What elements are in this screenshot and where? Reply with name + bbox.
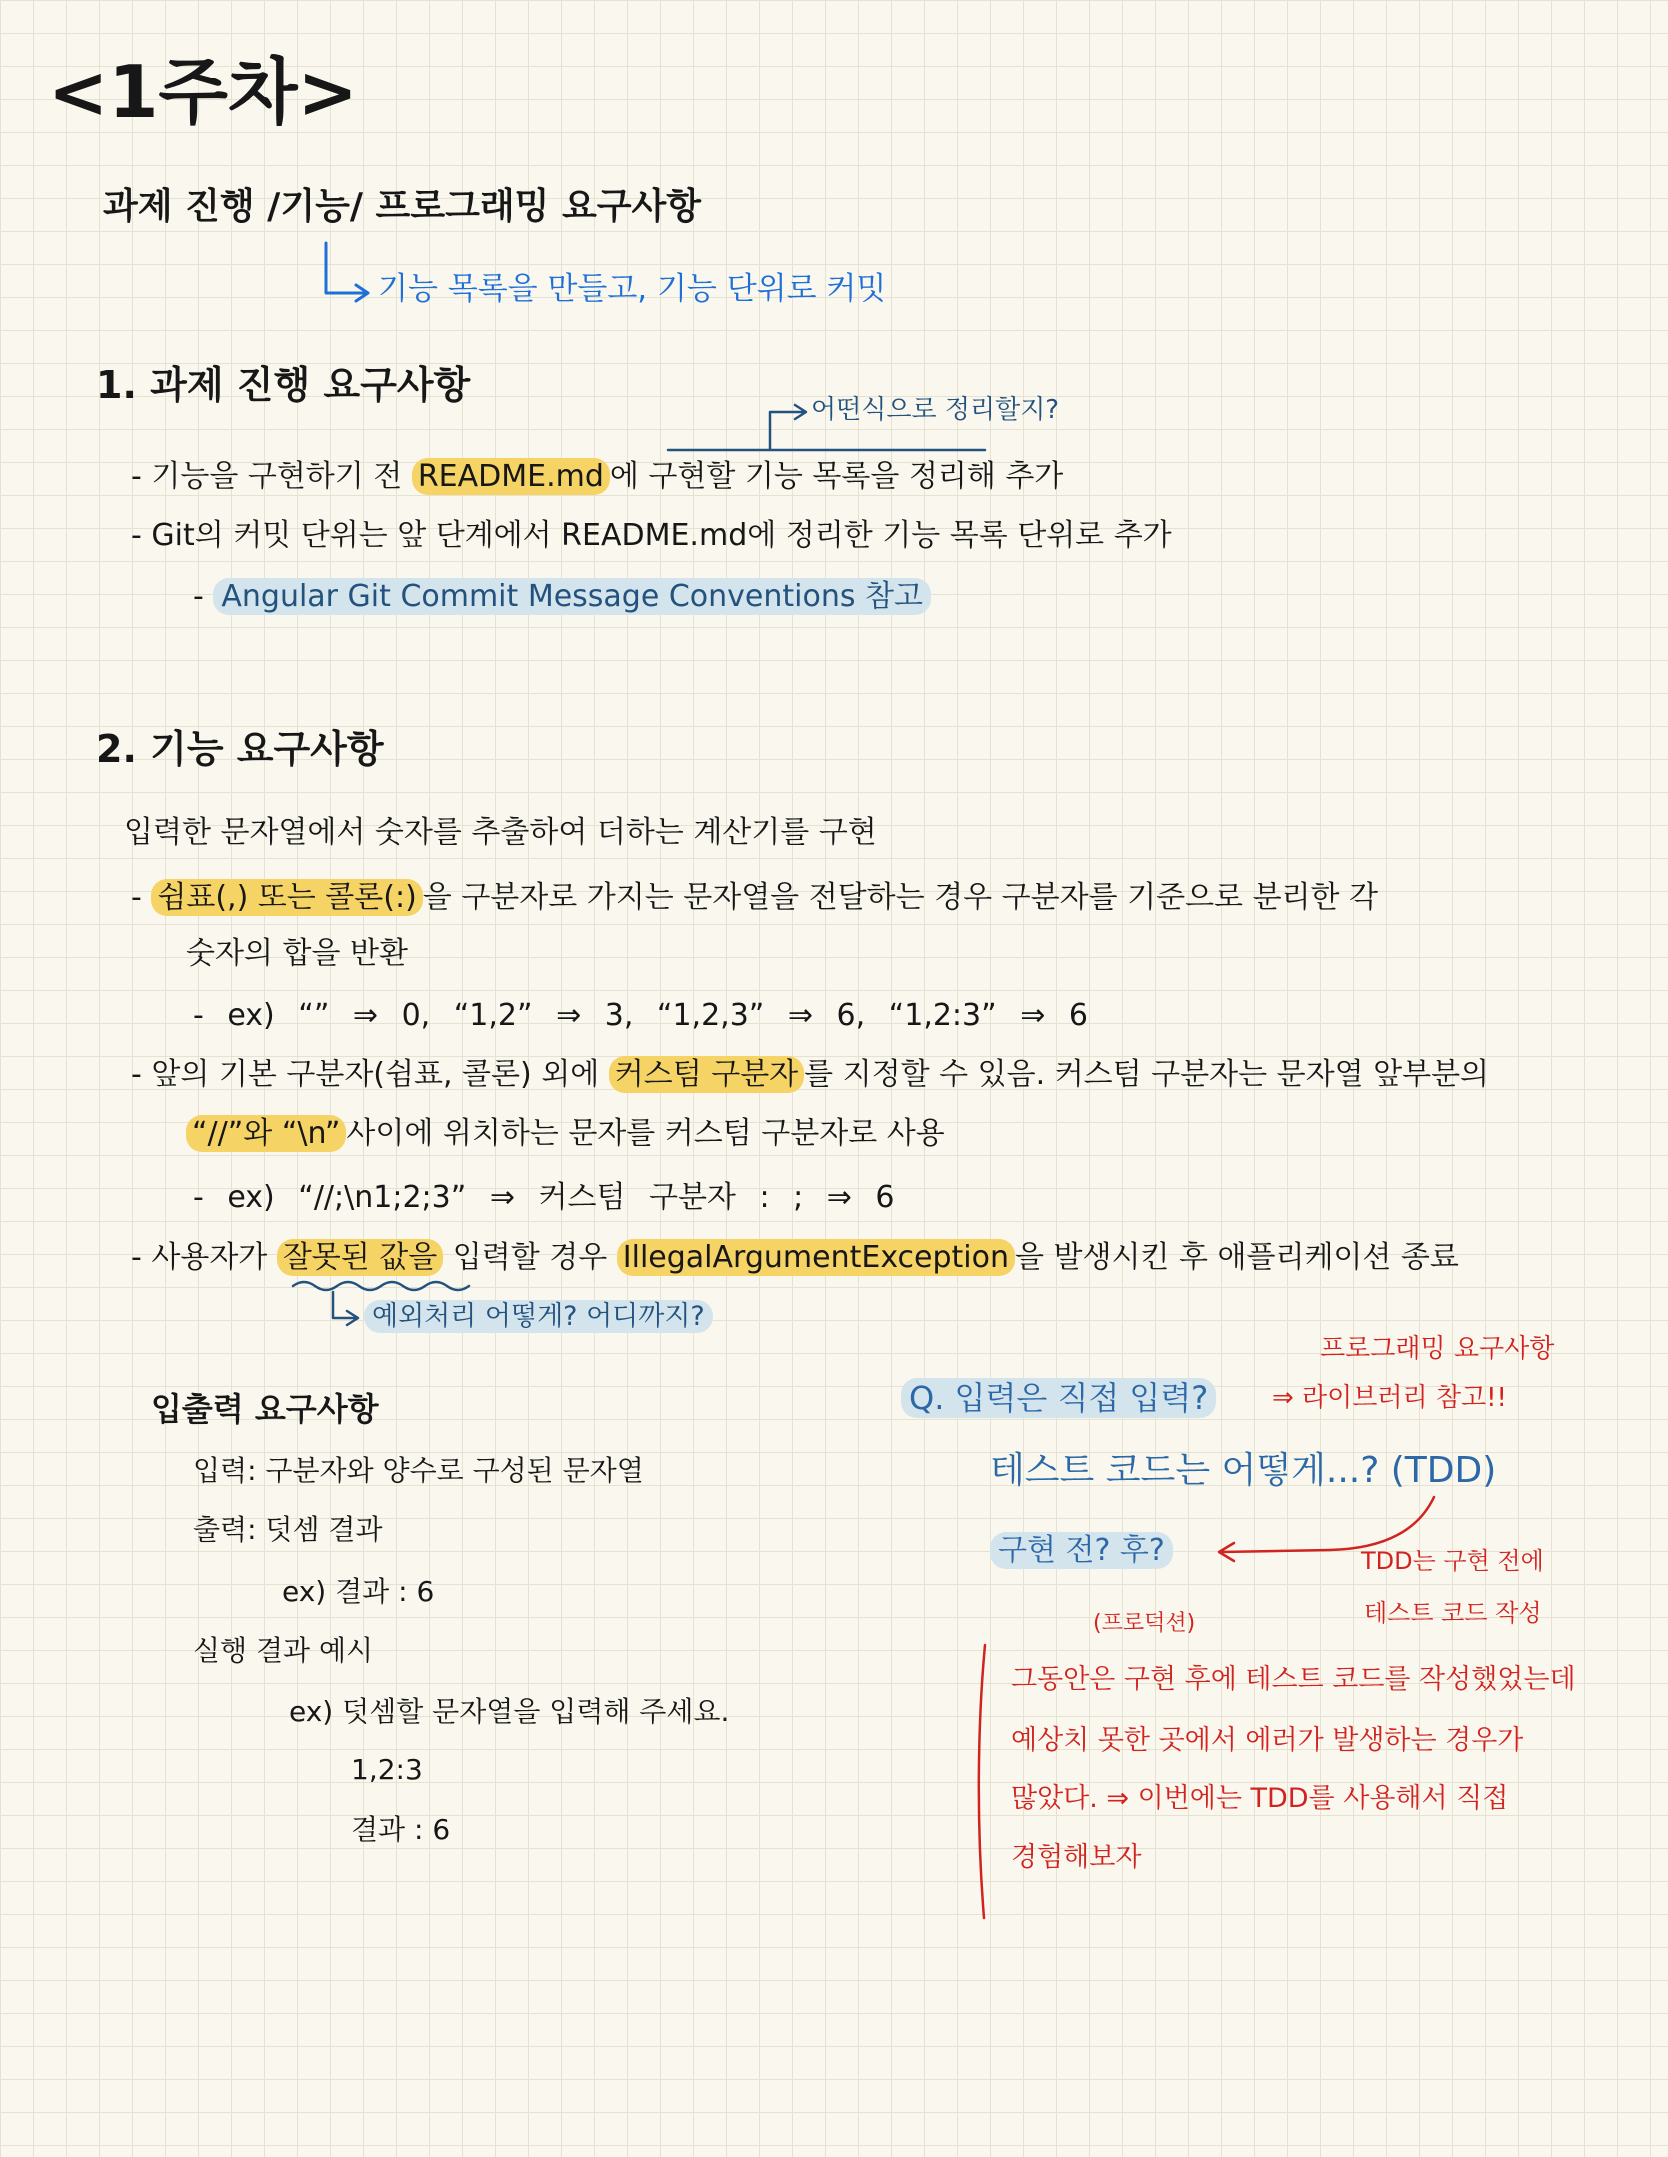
section1-item-2: - Git의 커밋 단위는 앞 단계에서 README.md에 정리한 기능 목록 단위로 추가 [131, 518, 1172, 553]
item-text: 에 구현할 기능 목록을 정리해 추가 [609, 459, 1064, 494]
question-input: Q. 입력은 직접 입력? [901, 1378, 1216, 1418]
item-text: - 사용자가 [131, 1240, 277, 1275]
section2-example-2: - ex) “//;\n1;2;3” ⇒ 커스텀 구분자 : ; ⇒ 6 [193, 1180, 895, 1215]
side-answer-1: ⇒ 라이브러리 참고!! [1272, 1383, 1507, 1413]
highlight-custom-separator: 커스텀 구분자 [609, 1056, 804, 1093]
item-text: 을 구분자로 가지는 문자열을 전달하는 경우 구분자를 기준으로 분리한 각 [422, 880, 1379, 915]
section2-margin-note [364, 1300, 713, 1334]
item-text: 을 발생시킨 후 애플리케이션 종료 [1015, 1240, 1459, 1275]
heading-note-arrow-icon [326, 243, 368, 301]
io-output: 출력: 덧셈 결과 [193, 1513, 383, 1546]
reflection-line-4: 경험해보자 [1011, 1842, 1142, 1873]
item-dash: - [131, 880, 152, 915]
section2-example-1: - ex) “” ⇒ 0, “1,2” ⇒ 3, “1,2,3” ⇒ 6, “1,2:3” ⇒ 6 [193, 998, 1088, 1033]
red-margin-line [979, 1645, 985, 1918]
side-answer-3-line-1: TDD는 구현 전에 [1361, 1547, 1544, 1575]
highlight-readme: README.md [412, 458, 610, 495]
wavy-underline [293, 1282, 469, 1290]
io-run-title: 실행 결과 예시 [193, 1634, 374, 1667]
highlight-exception: IllegalArgumentException [617, 1239, 1015, 1276]
section2-item-2 [131, 1055, 1489, 1095]
main-heading: 과제 진행 /기능/ 프로그래밍 요구사항 [103, 186, 702, 227]
section1-item-1 [131, 457, 1063, 497]
reflection-line-2: 예상치 못한 곳에서 에러가 발생하는 경우가 [1011, 1725, 1524, 1756]
side-tag: (프로덕션) [1093, 1611, 1196, 1636]
io-output-example: ex) 결과 : 6 [282, 1575, 435, 1608]
section2-item-2-continuation [186, 1114, 945, 1154]
reflection-line-1: 그동안은 구현 후에 테스트 코드를 작성했었는데 [1011, 1664, 1576, 1695]
item-text: 입력할 경우 [443, 1240, 617, 1275]
io-run-result: 결과 : 6 [351, 1813, 451, 1846]
highlight-default-separators: 쉼표(,) 또는 콜론(:) [151, 879, 422, 916]
section2-intro: 입력한 문자열에서 숫자를 추출하여 더하는 계산기를 구현 [124, 815, 877, 850]
side-answer-3-line-2: 테스트 코드 작성 [1364, 1599, 1542, 1627]
side-question-1 [901, 1378, 1216, 1418]
side-label: 프로그래밍 요구사항 [1320, 1334, 1555, 1364]
io-run-prompt: ex) 덧셈할 문자열을 입력해 주세요. [289, 1695, 730, 1728]
item-text: - 기능을 구현하기 전 [131, 459, 412, 494]
section1-title: 1. 과제 진행 요구사항 [96, 363, 471, 407]
highlight-custom-markers: “//”와 “\n” [186, 1115, 346, 1152]
io-input: 입력: 구분자와 양수로 구성된 문자열 [193, 1454, 644, 1487]
item-text: 사이에 위치하는 문자를 커스텀 구분자로 사용 [346, 1116, 945, 1151]
io-title: 입출력 요구사항 [151, 1390, 379, 1428]
page-title: <1주차> [48, 50, 358, 134]
heading-note: 기능 목록을 만들고, 기능 단위로 커밋 [378, 271, 887, 307]
section2-item-3 [131, 1238, 1459, 1278]
item-text: 를 지정할 수 있음. 커스텀 구분자는 문자열 앞부분의 [804, 1057, 1490, 1092]
item-dash: - [193, 579, 214, 614]
section1-margin-note: 어떤식으로 정리할지? [811, 395, 1060, 425]
highlight-invalid-value: 잘못된 값을 [277, 1239, 443, 1276]
section2-title: 2. 기능 요구사항 [96, 727, 384, 771]
side-question-3 [990, 1531, 1173, 1571]
section2-item-1-continuation: 숫자의 합을 반환 [186, 936, 408, 971]
side-question-2: 테스트 코드는 어떻게...? (TDD) [990, 1450, 1497, 1491]
highlight-commit-conventions: Angular Git Commit Message Conventions 참고 [213, 578, 931, 615]
exception-note: 예외처리 어떻게? 어디까지? [364, 1300, 713, 1333]
io-run-input: 1,2:3 [351, 1753, 423, 1786]
item-text: - 앞의 기본 구분자(쉼표, 콜론) 외에 [131, 1057, 609, 1092]
question-before-after: 구현 전? 후? [990, 1532, 1173, 1569]
section2-item-1 [131, 878, 1378, 918]
section1-item-3 [193, 577, 931, 617]
exception-note-arrow-icon [333, 1292, 358, 1325]
reflection-line-3: 많았다. ⇒ 이번에는 TDD를 사용해서 직접 [1011, 1783, 1509, 1814]
